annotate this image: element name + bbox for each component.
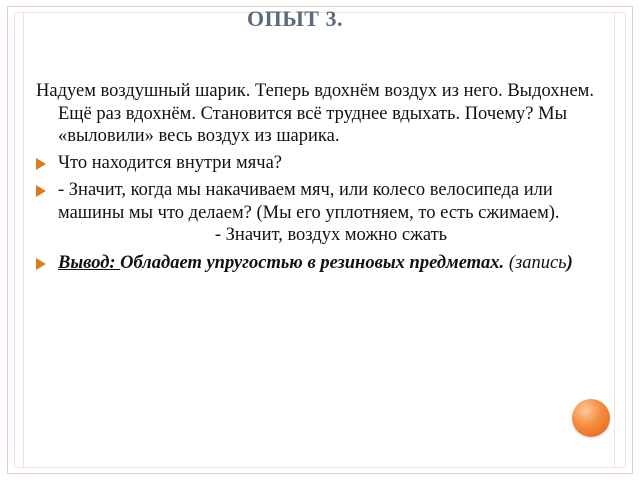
- conclusion-item: [36, 252, 604, 275]
- orange-triangle-bullet-icon: [36, 158, 46, 170]
- intro-paragraph: [36, 80, 604, 148]
- bullet-list: [36, 152, 604, 275]
- slide-title: ОПЫТ 3.: [246, 6, 343, 31]
- bullet-item-2: [36, 179, 604, 247]
- orange-circle-icon: [572, 399, 610, 437]
- orange-triangle-bullet-icon: [36, 258, 46, 270]
- frame-rule-right: [614, 12, 615, 468]
- conclusion-close: ): [566, 252, 573, 273]
- bullet-text-1: Что находится внутри мяча?: [58, 152, 282, 173]
- orange-triangle-bullet-icon: [36, 185, 46, 197]
- conclusion-note: (запись: [508, 252, 567, 273]
- frame-rule-left: [23, 12, 24, 468]
- bullet-item-1: [36, 152, 604, 175]
- conclusion-label: Вывод:: [58, 252, 121, 273]
- bullet-text-2: - Значит, когда мы накачиваем мяч, или колесо велосипеда или машины мы что делаем? (Мы его уплотняем, то есть сжимаем).: [58, 180, 560, 223]
- conclusion-text: Обладает упругостью в резиновых предметах.: [120, 252, 509, 273]
- bullet-subline-2: - Значит, воздух можно сжать: [214, 225, 448, 245]
- slide-content: [36, 80, 604, 279]
- intro-text: Надуем воздушный шарик. Теперь вдохнём воздух из него. Выдохнем. Ещё раз вдохнём. Становится всё труднее вдыхать. Почему? Мы «выловили» весь воздух из шарика.: [36, 81, 594, 146]
